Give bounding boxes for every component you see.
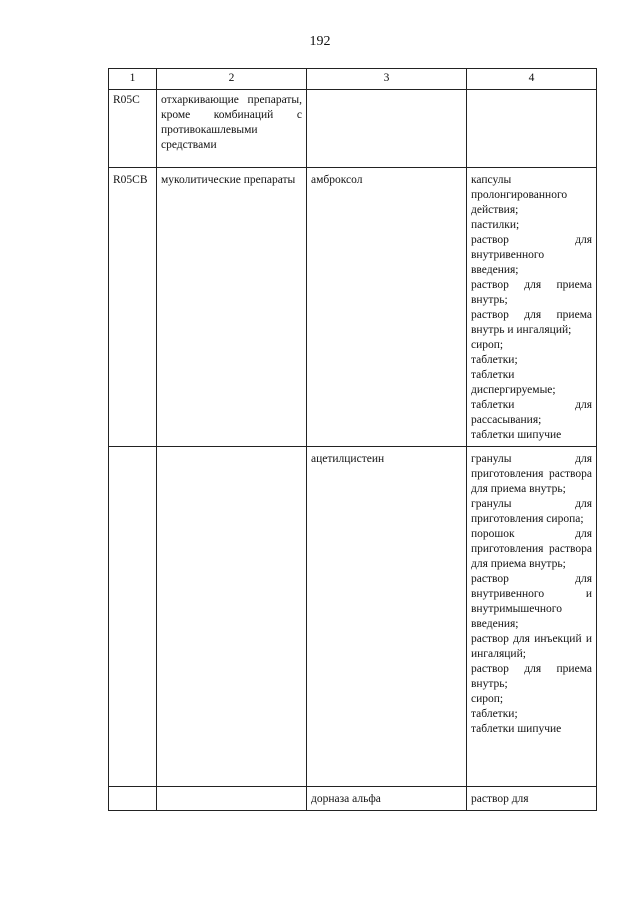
atc-code-cell: R05CB — [109, 168, 157, 447]
dosage-form-item: раствор для внутривенного введения; — [471, 234, 592, 276]
atc-code-cell — [109, 447, 157, 787]
dosage-form-item: таблетки шипучие — [471, 723, 562, 735]
forms-cell — [467, 447, 597, 787]
dosage-form-item: капсулы пролонгированного действия; — [471, 174, 568, 216]
header-row — [109, 69, 597, 90]
group-cell: отхаркивающие препараты, кроме комбинаций с противокашлевыми средствами — [157, 90, 307, 168]
dosage-form-item: гранулы для приготовления раствора для приема внутрь; — [471, 453, 592, 495]
header-cell-3: 3 — [307, 69, 467, 90]
drug-cell: ацетилцистеин — [307, 447, 467, 787]
dosage-form-item: порошок для приготовления раствора для приема внутрь; — [471, 528, 592, 570]
dosage-form-item: пастилки; — [471, 219, 520, 231]
page-number: 192 — [309, 34, 331, 49]
drug-table — [108, 68, 597, 811]
table-row — [109, 90, 597, 168]
dosage-form-item: таблетки диспергируемые; — [471, 369, 556, 396]
forms-cell — [467, 168, 597, 447]
dosage-form-item: таблетки шипучие — [471, 429, 562, 441]
header-cell-2: 2 — [157, 69, 307, 90]
header-cell-1: 1 — [109, 69, 157, 90]
dosage-form-item: раствор для приема внутрь; — [471, 663, 592, 690]
atc-code-cell: R05C — [109, 90, 157, 168]
dosage-form-item: раствор для — [471, 793, 529, 805]
dosage-form-item: раствор для приема внутрь; — [471, 279, 592, 306]
table-row — [109, 447, 597, 787]
dosage-form-item: раствор для приема внутрь и ингаляций; — [471, 309, 592, 336]
group-cell: муколитические препараты — [157, 168, 307, 447]
group-cell — [157, 787, 307, 811]
group-cell — [157, 447, 307, 787]
header-cell-4: 4 — [467, 69, 597, 90]
dosage-form-item: таблетки; — [471, 708, 518, 720]
dosage-form-item: сироп; — [471, 339, 504, 351]
atc-code-cell — [109, 787, 157, 811]
dosage-form-item: таблетки для рассасывания; — [471, 399, 592, 426]
drug-cell: дорназа альфа — [307, 787, 467, 811]
dosage-form-item: раствор для инъекций и ингаляций; — [471, 633, 592, 660]
table-row — [109, 787, 597, 811]
forms-cell — [467, 787, 597, 811]
dosage-form-item: сироп; — [471, 693, 504, 705]
dosage-form-item: гранулы для приготовления сиропа; — [471, 498, 592, 525]
table-row — [109, 168, 597, 447]
forms-cell — [467, 90, 597, 168]
drug-cell — [307, 90, 467, 168]
dosage-form-item: таблетки; — [471, 354, 518, 366]
dosage-form-item: раствор для внутривенного и внутримышечного введения; — [471, 573, 592, 630]
drug-cell: амброксол — [307, 168, 467, 447]
